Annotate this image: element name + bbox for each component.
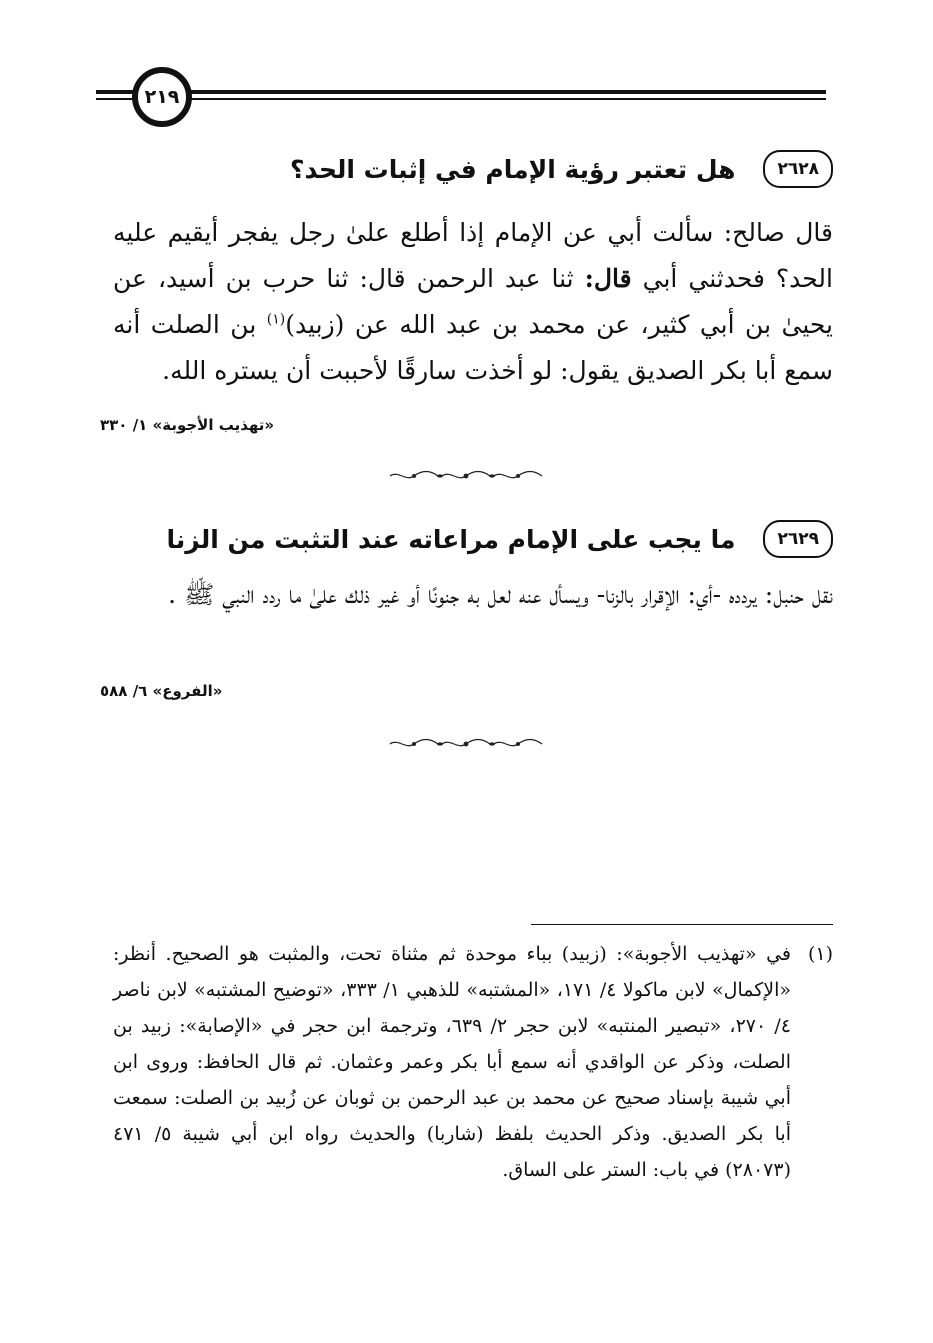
floral-divider-ornament-icon	[386, 470, 546, 482]
entry-text-part: بن الصلت أنه سمع أبا بكر الصديق يقول: لو أخذت سارقًا لأحببت أن يستره الله.	[113, 310, 833, 385]
entry-text-bold: قال:	[584, 264, 632, 293]
entry-text: نقل حنبل: يردده -أي: الإقرار بالزنا- ويسأل عنه لعل به جنونًا أو غير ذلك علىٰ ما ردد النبي ﷺ .	[168, 580, 833, 609]
header-rule	[96, 90, 826, 104]
entry-title: هل تعتبر رؤية الإمام في إثبات الحد؟	[290, 154, 736, 184]
entry-text-part: ثنا عبد الرحمن قال: ثنا حرب بن أسيد، عن يحيىٰ بن أبي كثير، عن محمد بن عبد الله عن (زبيد)	[113, 264, 833, 339]
entry-text	[113, 210, 833, 394]
header-rule-thin	[96, 98, 826, 100]
floral-divider-ornament-icon	[386, 738, 546, 750]
source-citation: «تهذيب الأجوبة» ١/ ٣٣٠	[100, 416, 275, 434]
entry-heading	[167, 520, 833, 558]
entry-number-badge: ٢٦٢٨	[763, 150, 833, 188]
entry-text-part: قال صالح: سألت أبي عن الإمام إذا أطلع علىٰ رجل يفجر أيقيم عليه الحد؟ فحدثني أبي	[113, 218, 833, 293]
entry-heading	[290, 150, 833, 188]
footnote-text: في «تهذيب الأجوبة»: (زبيد) بباء موحدة ثم مثناة تحت، والمثبت هو الصحيح. أنظر: «الإكمال» لابن ماكولا ٤/ ١٧١، «المشتبه» للذهبي ١/ ٣٣٣، «توضيح المشتبه» لابن ناصر ٤/ ٢٧٠، «تبصير المنتبه» لابن حجر ٢/ ٦٣٩، وترجمة ابن حجر في «الإصابة»: زبيد بن الصلت، وذكر عن الواقدي أنه سمع أبا بكر وعمر وعثمان. ثم قال الحافظ: وروى ابن أبي شيبة بإسناد صحيح عن محمد بن عبد الرحمن بن ثوبان عن زُبيد بن الصلت: سمعت أبا بكر الصديق. وذكر الحديث بلفظ (شاربا) والحديث رواه ابن أبي شيبة ٥/ ٤٧١ (٢٨٠٧٣) في باب: الستر على الساق.	[113, 943, 792, 1181]
entry-title: ما يجب على الإمام مراعاته عند التثبت من الزنا	[166, 524, 736, 554]
footnote-reference[interactable]: (١)	[266, 311, 286, 328]
header-rule-thick	[96, 90, 826, 94]
source-citation: «الفروع» ٦/ ٥٨٨	[100, 682, 223, 700]
page-number-badge	[132, 67, 192, 127]
footnote	[113, 936, 833, 1188]
entry-number-badge: ٢٦٢٩	[763, 520, 833, 558]
page-number: ٢١٩	[144, 86, 180, 108]
footnote-separator	[531, 924, 833, 925]
footnote-marker: (١)	[807, 943, 833, 965]
